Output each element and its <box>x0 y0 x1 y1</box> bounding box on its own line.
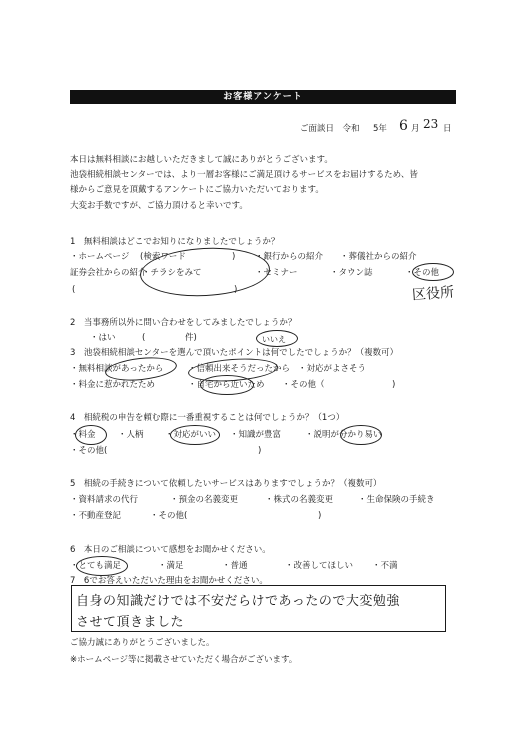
q4-opt-other[interactable]: ・その他( <box>70 446 108 456</box>
q6-opt-very-satisfied[interactable]: ・とても満足 <box>70 561 122 571</box>
q7-answer-line2: させて頂きました <box>76 615 185 630</box>
q3-opt-other[interactable]: ・その他（ <box>282 380 325 390</box>
q4-opt-knowledge[interactable]: ・知識が豊富 <box>230 430 282 440</box>
q4-paren-close: ) <box>258 446 262 456</box>
q1-opt-seminar[interactable]: ・セミナー <box>255 268 298 278</box>
q2-paren: ( <box>142 333 146 343</box>
q3-opt-price[interactable]: ・料金に惹かれたため <box>70 380 156 390</box>
q7-question: 7 6でお答えいただいた理由をお聞かせください。 <box>70 576 268 586</box>
q1-opt-bank[interactable]: ・銀行からの紹介 <box>255 252 324 262</box>
q5-opt-stock[interactable]: ・株式の名義変更 <box>265 495 334 505</box>
q1-opt-other[interactable]: ・その他 <box>405 268 440 278</box>
q4-opt-explanation[interactable]: ・説明が分かり易い <box>305 430 382 440</box>
q2-count: 件) <box>185 333 197 343</box>
footer-thanks: ご協力誠にありがとうございました。 <box>70 638 215 648</box>
date-month: 6 <box>399 118 408 134</box>
q3-paren-close: ) <box>392 380 396 390</box>
q1-opt-flyer[interactable]: ・チラシをみて <box>142 268 202 278</box>
q5-opt-deposit[interactable]: ・預金の名義変更 <box>170 495 239 505</box>
date-day: 23 <box>423 117 439 131</box>
intro-line: 大変お手数ですが、ご協力頂けると幸いです。 <box>70 201 248 211</box>
q6-opt-dissatisfied[interactable]: ・不満 <box>372 561 398 571</box>
q5-paren-close: ) <box>318 511 322 521</box>
q3-question: 3 池袋相続相談センターを選んで頂いたポイントは何でしたでしょうか？（複数可） <box>70 348 399 358</box>
q3-opt-freeconsult[interactable]: ・無料相談があったから <box>70 364 164 374</box>
date-day-unit: 日 <box>443 124 452 134</box>
q1-paren-close2: ) <box>234 285 238 295</box>
q1-opt-funeral[interactable]: ・葬儀社からの紹介 <box>340 252 417 262</box>
q4-question: 4 相続税の申告を頼む際に一番重視することは何でしょうか？（1つ） <box>70 413 345 423</box>
q1-opt-townmag[interactable]: ・タウン誌 <box>330 268 373 278</box>
date-year: 5年 <box>373 124 387 134</box>
q2-opt-yes[interactable]: ・はい <box>90 333 116 343</box>
page-title: お客様アンケート <box>70 90 456 104</box>
footer-note: ※ホームページ等に掲載させていただく場合がございます。 <box>70 655 298 665</box>
q5-opt-insurance[interactable]: ・生命保険の手続き <box>358 495 435 505</box>
q1-opt-securities[interactable]: 証券会社からの紹介 <box>70 268 147 278</box>
q7-answer-line1: 自身の知識だけでは不安だらけであったので大変勉強 <box>76 594 400 609</box>
intro-line: 池袋相続相談センターでは、より一層お客様にご満足頂けるサービスをお届けするため、皆 <box>70 170 418 180</box>
q6-question: 6 本日のご相談について感想をお聞かせください。 <box>70 545 271 555</box>
q1-search-word[interactable]: (検索ワード <box>140 252 186 262</box>
q5-question: 5 相続の手続きについて依頼したいサービスはありますでしょうか？（複数可） <box>70 479 382 489</box>
date-prefix: ご面談日 令和 <box>300 124 360 134</box>
q6-opt-normal[interactable]: ・普通 <box>222 561 248 571</box>
q5-opt-realestate[interactable]: ・不動産登記 <box>70 511 122 521</box>
q4-opt-character[interactable]: ・人柄 <box>118 430 144 440</box>
intro-line: 様からご意見を頂戴するアンケートにご協力いただいております。 <box>70 185 324 195</box>
q1-question: 1 無料相談はどこでお知りになりましたでしょうか？ <box>70 237 280 247</box>
q6-opt-satisfied[interactable]: ・満足 <box>158 561 184 571</box>
q1-opt-homepage[interactable]: ・ホームページ <box>70 252 130 262</box>
q3-opt-near[interactable]: ・自宅から近いため <box>188 380 265 390</box>
q6-opt-improve[interactable]: ・改善してほしい <box>285 561 354 571</box>
q1-paren-open: ( <box>72 285 76 295</box>
q1-paren-close: ) <box>232 252 236 262</box>
q4-opt-fee[interactable]: ・料金 <box>70 430 96 440</box>
q2-opt-no[interactable]: いいえ <box>262 335 286 344</box>
q3-opt-response[interactable]: ・対応がよさそう <box>298 364 367 374</box>
q1-handwritten-answer: 区役所 <box>411 284 455 304</box>
q4-opt-good-response[interactable]: ・対応がいい <box>165 430 217 440</box>
date-month-unit: 月 <box>411 124 420 134</box>
q2-question: 2 当事務所以外に問い合わせをしてみましたでしょうか？ <box>70 318 297 328</box>
q5-opt-docrequest[interactable]: ・資料請求の代行 <box>70 495 139 505</box>
q3-opt-trust[interactable]: ・信頼出来そうだったから <box>188 364 291 374</box>
q5-opt-other[interactable]: ・その他( <box>150 511 188 521</box>
intro-line: 本日は無料相談にお越しいただきまして誠にありがとうございます。 <box>70 155 333 165</box>
